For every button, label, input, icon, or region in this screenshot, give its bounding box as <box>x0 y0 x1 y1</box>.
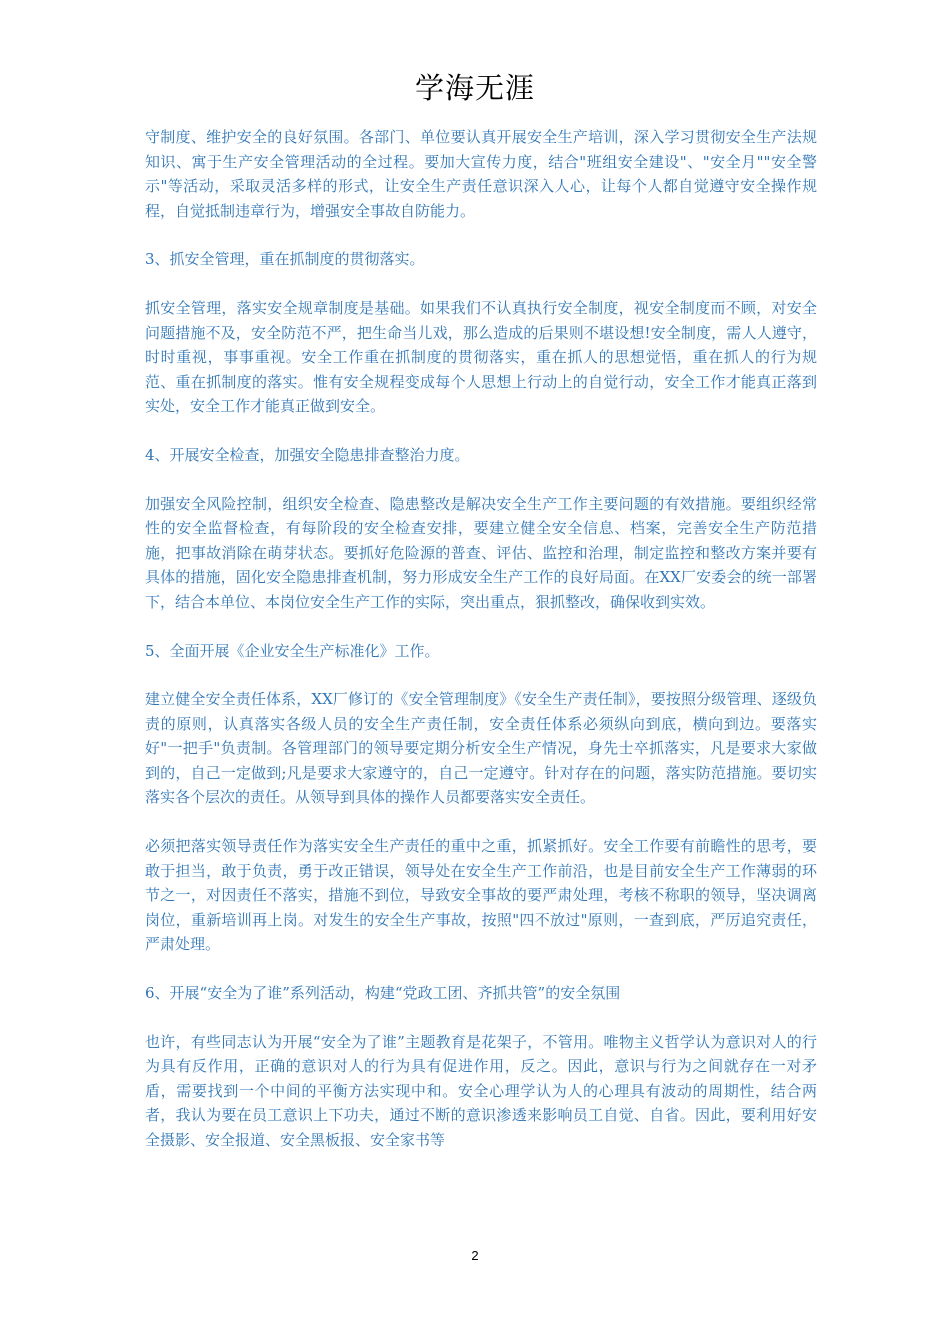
section-heading-5: 5、全面开展《企业安全生产标准化》工作。 <box>145 641 440 660</box>
document-body <box>145 125 817 1177</box>
section-heading-6: 6、开展“安全为了谁”系列活动，构建“党政工团、齐抓共管”的安全氛围 <box>145 984 621 1003</box>
paragraph: 建立健全安全责任体系，XX厂修订的《安全管理制度》《安全生产责任制》，要按照分级管理、逐级负责的原则，认真落实各级人员的安全生产责任制，安全责任体系必须纵向到底，横向到边。要落实好"一把手"负责制。各管理部门的领导要定期分析安全生产情况，身先士卒抓落实，凡是要求大家做到的，自己一定做到;凡是要求大家遵守的，自己一定遵守。针对存在的问题，落实防范措施。要切实落实各个层次的责任。从领导到具体的操作人员都要落实安全责任。 <box>145 690 817 807</box>
paragraph: 守制度、维护安全的良好氛围。各部门、单位要认真开展安全生产培训，深入学习贯彻安全生产法规知识、寓于生产安全管理活动的全过程。要加大宣传力度，结合"班组安全建设"、"安全月""安全警示"等活动，采取灵活多样的形式，让安全生产责任意识深入人心，让每个人都自觉遵守安全操作规程，自觉抵制违章行为，增强安全事故自防能力。 <box>145 128 817 220</box>
page-number: 2 <box>471 1248 479 1263</box>
paragraph: 也许，有些同志认为开展“安全为了谁”主题教育是花架子，不管用。唯物主义哲学认为意识对人的行为具有反作用，正确的意识对人的行为具有促进作用，反之。因此，意识与行为之间就存在一对矛盾，需要找到一个中间的平衡方法实现中和。安全心理学认为人的心理具有波动的周期性，结合两者，我认为要在员工意识上下功夫，通过不断的意识渗透来影响员工自觉、自省。因此，要利用好安全摄影、安全报道、安全黑板报、安全家书等 <box>145 1032 817 1149</box>
paragraph: 加强安全风险控制，组织安全检查、隐患整改是解决安全生产工作主要问题的有效措施。要组织经常性的安全监督检查，有每阶段的安全检查安排，要建立健全安全信息、档案，完善安全生产防范措施，把事故消除在萌芽状态。要抓好危险源的普查、评估、监控和治理，制定监控和整改方案并要有具体的措施，固化安全隐患排查机制，努力形成安全生产工作的良好局面。在XX厂安委会的统一部署下，结合本单位、本岗位安全生产工作的实际，突出重点，狠抓整改，确保收到实效。 <box>145 494 817 611</box>
paragraph: 必须把落实领导责任作为落实安全生产责任的重中之重，抓紧抓好。安全工作要有前瞻性的思考，要敢于担当，敢于负责，勇于改正错误，领导处在安全生产工作前沿，也是目前安全生产工作薄弱的环节之一，对因责任不落实，措施不到位，导致安全事故的要严肃处理，考核不称职的领导，坚决调离岗位，重新培训再上岗。对发生的安全生产事故，按照"四不放过"原则，一查到底，严厉追究责任，严肃处理。 <box>145 837 817 954</box>
section-heading-4: 4、开展安全检查，加强安全隐患排查整治力度。 <box>145 445 470 464</box>
paragraph: 抓安全管理，落实安全规章制度是基础。如果我们不认真执行安全制度，视安全制度而不顾，对安全问题措施不及，安全防范不严，把生命当儿戏，那么造成的后果则不堪设想!安全制度，需人人遵守，时时重视，事事重视。安全工作重在抓制度的贯彻落实，重在抓人的思想觉悟，重在抓人的行为规范、重在抓制度的落实。惟有安全规程变成每个人思想上行动上的自觉行动，安全工作才能真正落到实处，安全工作才能真正做到安全。 <box>145 298 817 416</box>
section-heading-3: 3、抓安全管理，重在抓制度的贯彻落实。 <box>145 250 425 269</box>
header-title: 学海无涯 <box>414 71 535 105</box>
